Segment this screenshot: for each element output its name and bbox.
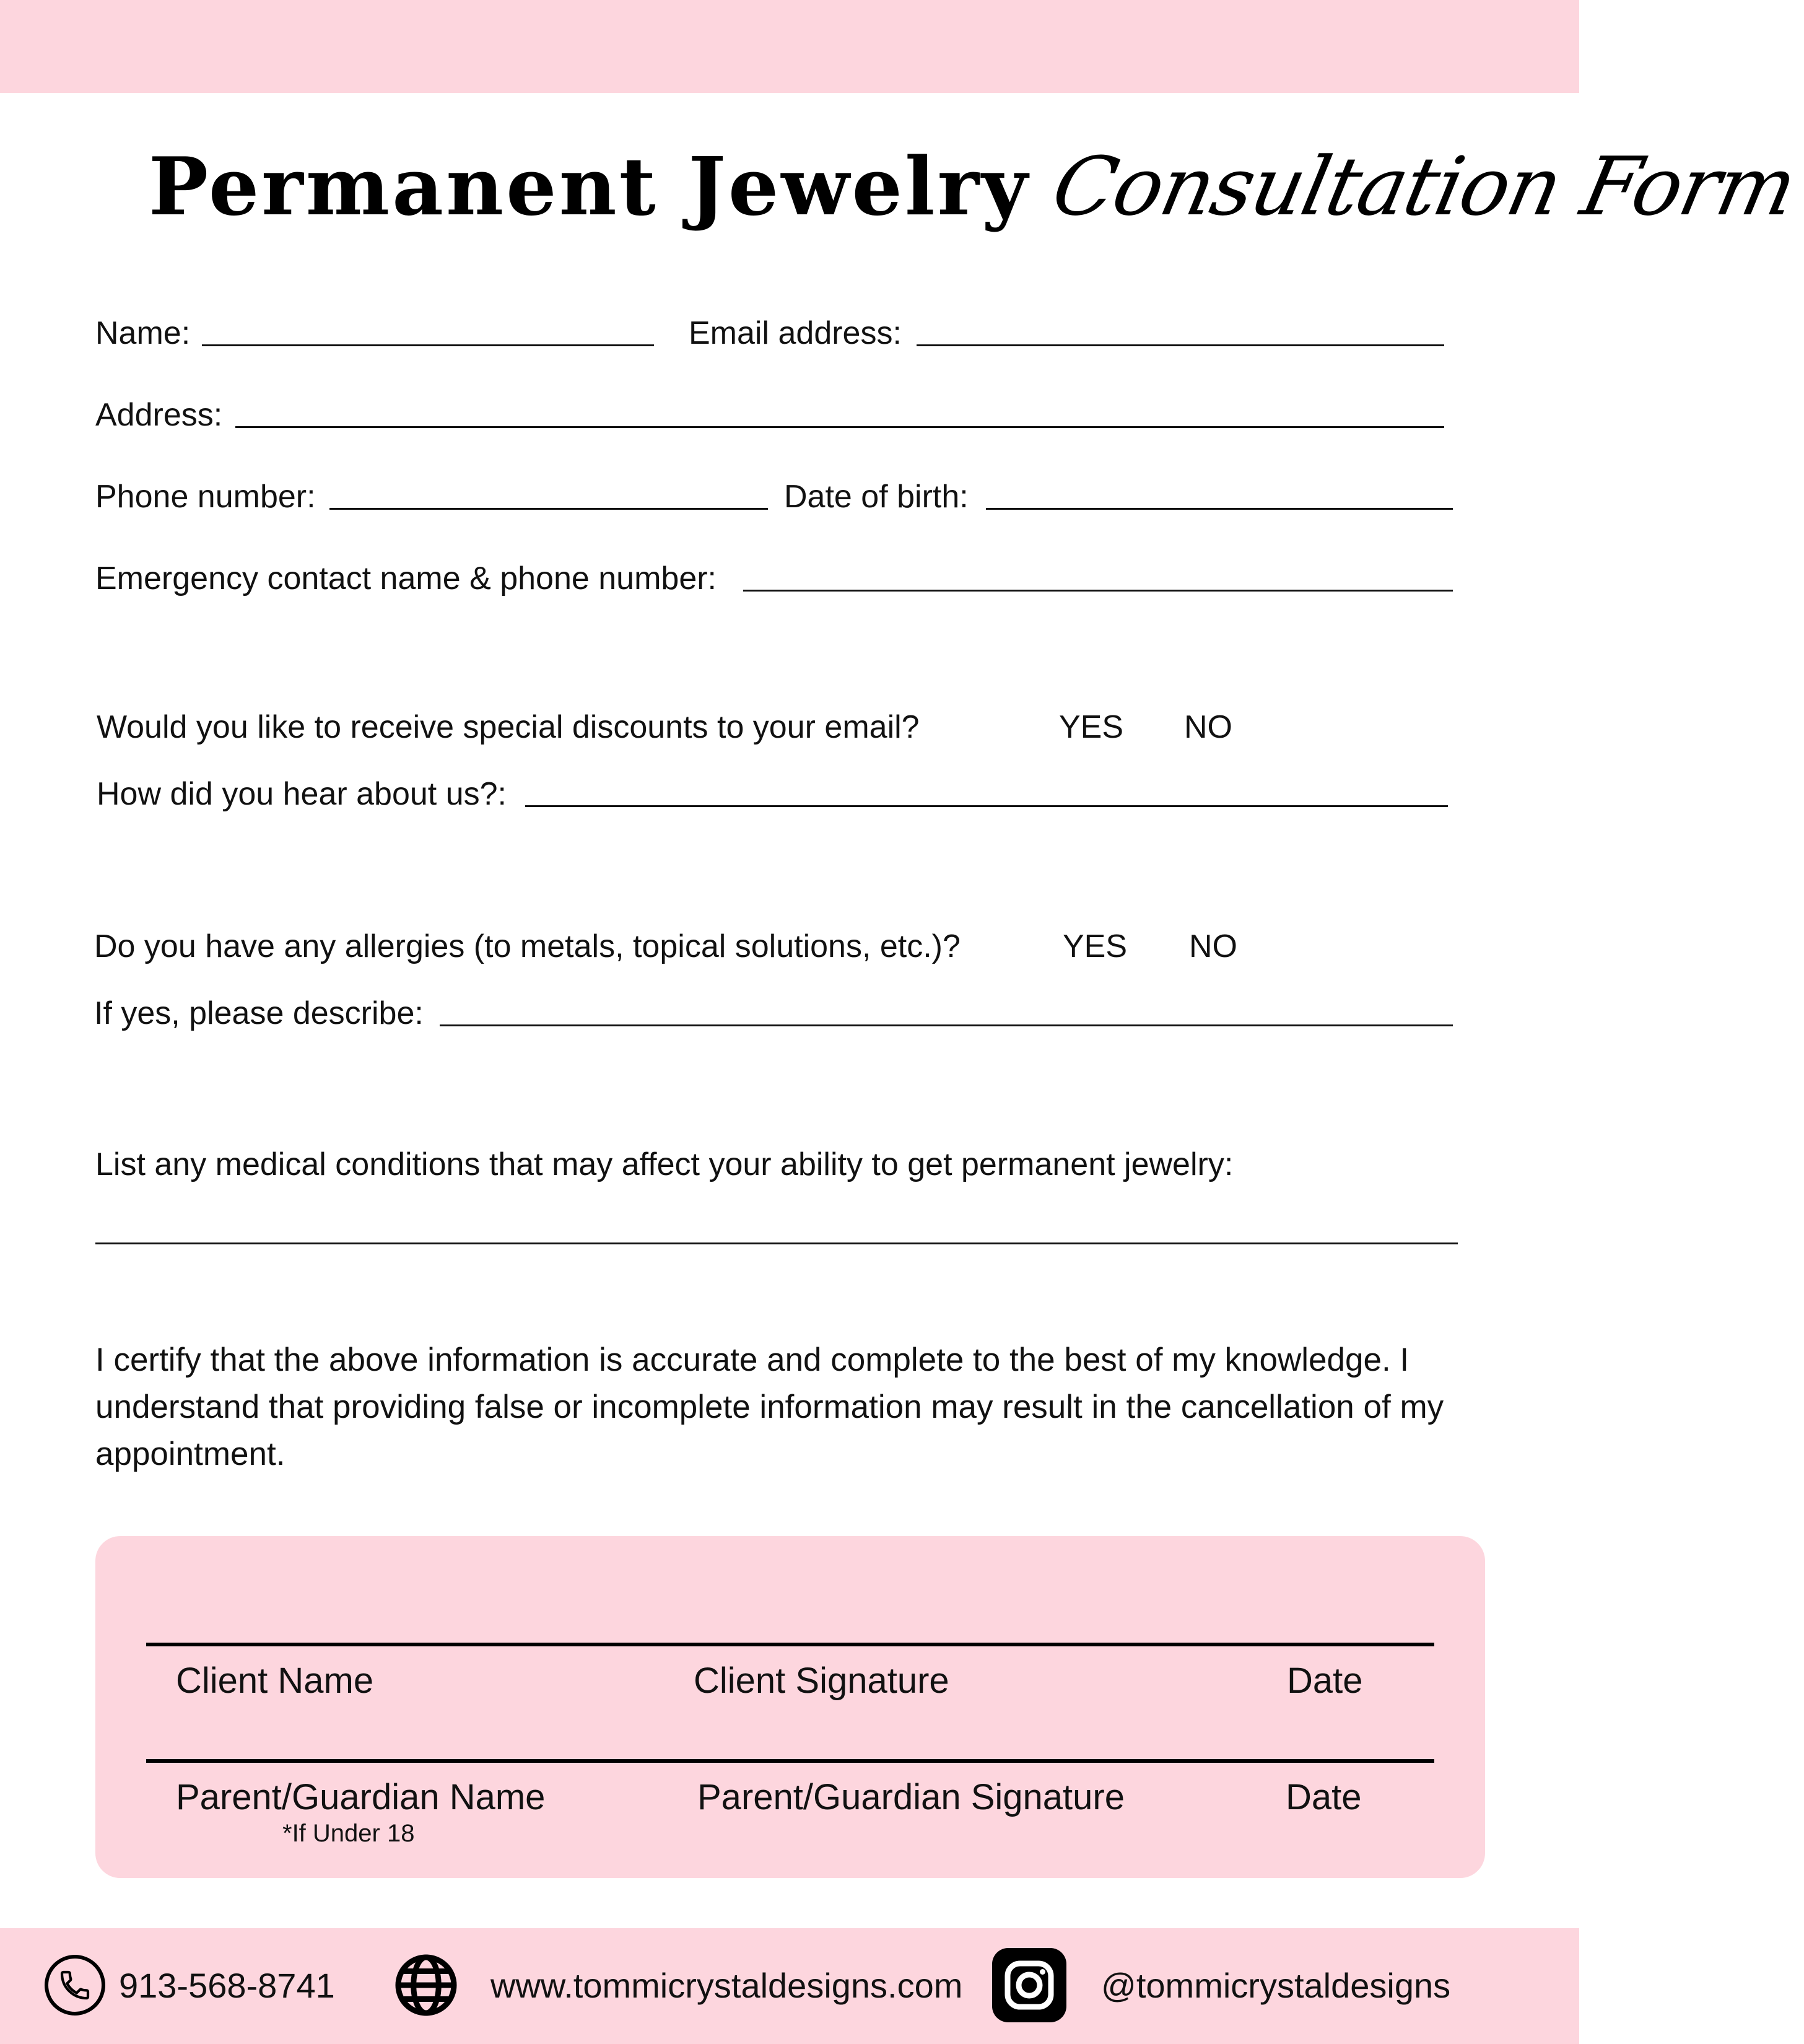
footer-phone bbox=[45, 1945, 335, 2025]
discounts-yes-option[interactable]: YES bbox=[1059, 709, 1124, 745]
email-label: Email address: bbox=[689, 315, 902, 351]
top-band bbox=[0, 0, 1579, 93]
discounts-question: Would you like to receive special discounts to your email? bbox=[97, 709, 920, 745]
signature-box bbox=[95, 1536, 1485, 1878]
allergies-no-option[interactable]: NO bbox=[1189, 928, 1237, 964]
hear-label: How did you hear about us?: bbox=[97, 776, 507, 812]
allergies-question: Do you have any allergies (to metals, topical solutions, etc.)? bbox=[94, 928, 961, 964]
guardian-date-label: Date bbox=[1286, 1777, 1362, 1817]
client-name-label: Client Name bbox=[176, 1661, 374, 1701]
name-field[interactable] bbox=[202, 344, 654, 346]
client-signature-label: Client Signature bbox=[694, 1661, 949, 1701]
footer-phone-text[interactable]: 913-568-8741 bbox=[119, 1965, 335, 2005]
emergency-field[interactable] bbox=[743, 590, 1453, 592]
guardian-name-label: Parent/Guardian Name bbox=[176, 1777, 546, 1817]
allergies-yes-option[interactable]: YES bbox=[1063, 928, 1128, 964]
certification-text: I certify that the above information is accurate and complete to the best of my knowledge. I understand that providing false or incomplete information may result in the cancellation of my appointment. bbox=[95, 1342, 1444, 1472]
phone-label: Phone number: bbox=[95, 479, 316, 515]
instagram-icon bbox=[992, 1948, 1066, 2022]
medical-label: List any medical conditions that may affect your ability to get permanent jewelry: bbox=[95, 1146, 1234, 1182]
describe-field[interactable] bbox=[440, 1024, 1453, 1026]
title-main: Permanent Jewelry bbox=[149, 141, 1031, 234]
client-date-label: Date bbox=[1287, 1661, 1363, 1701]
under-18-note: *If Under 18 bbox=[282, 1820, 415, 1847]
page-title bbox=[149, 139, 1804, 263]
globe-icon bbox=[393, 1952, 460, 2019]
footer-website bbox=[393, 1945, 962, 2025]
guardian-signature-label: Parent/Guardian Signature bbox=[697, 1777, 1125, 1817]
dob-field[interactable] bbox=[986, 508, 1453, 510]
guardian-signature-line[interactable] bbox=[146, 1759, 1434, 1763]
footer-website-text[interactable]: www.tommicrystaldesigns.com bbox=[490, 1965, 963, 2005]
address-field[interactable] bbox=[235, 426, 1444, 428]
client-signature-line[interactable] bbox=[146, 1643, 1434, 1646]
footer-instagram bbox=[992, 1945, 1450, 2025]
email-field[interactable] bbox=[917, 344, 1444, 346]
phone-icon bbox=[45, 1955, 105, 2016]
discounts-no-option[interactable]: NO bbox=[1184, 709, 1232, 745]
title-script: Consultation Form bbox=[1045, 139, 1804, 234]
emergency-label: Emergency contact name & phone number: bbox=[95, 561, 717, 596]
phone-field[interactable] bbox=[329, 508, 768, 510]
medical-field[interactable] bbox=[95, 1243, 1458, 1244]
dob-label: Date of birth: bbox=[784, 479, 969, 515]
hear-field[interactable] bbox=[525, 805, 1448, 807]
name-label: Name: bbox=[95, 315, 191, 351]
footer-instagram-text[interactable]: @tommicrystaldesigns bbox=[1101, 1965, 1451, 2005]
address-label: Address: bbox=[95, 397, 223, 433]
describe-label: If yes, please describe: bbox=[94, 995, 424, 1031]
